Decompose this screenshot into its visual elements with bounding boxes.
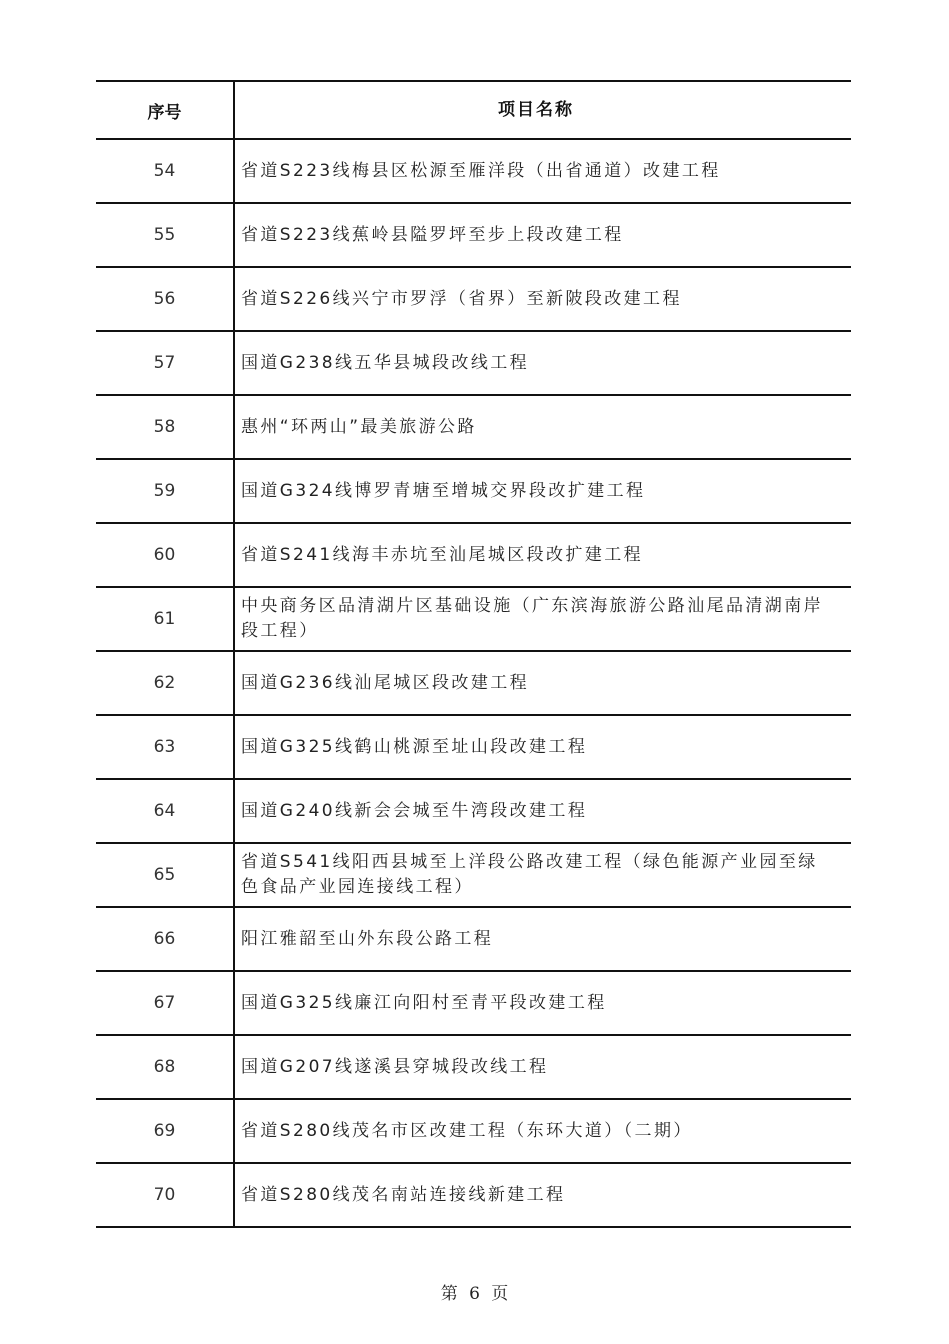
row-number: 65 <box>96 844 235 906</box>
row-number: 70 <box>96 1164 235 1226</box>
table-row <box>96 1036 851 1100</box>
row-project-name: 省道S280线茂名市区改建工程（东环大道）（二期） <box>241 1120 693 1141</box>
row-number: 67 <box>96 972 235 1034</box>
row-number: 64 <box>96 780 235 842</box>
table-row <box>96 972 851 1036</box>
table-row <box>96 652 851 716</box>
row-number: 59 <box>96 460 235 522</box>
table-row <box>96 268 851 332</box>
row-project-name: 惠州“环两山”最美旅游公路 <box>241 416 477 437</box>
table-row <box>96 204 851 268</box>
row-number: 55 <box>96 204 235 266</box>
row-number: 57 <box>96 332 235 394</box>
table-row <box>96 588 851 652</box>
header-number: 序号 <box>96 82 235 138</box>
row-project-name: 国道G236线汕尾城区段改建工程 <box>241 672 530 693</box>
table-header-row <box>96 82 851 140</box>
row-project-name: 国道G324线博罗青塘至增城交界段改扩建工程 <box>241 480 646 501</box>
table-row <box>96 908 851 972</box>
row-number: 66 <box>96 908 235 970</box>
row-project-name: 省道S226线兴宁市罗浮（省界）至新陂段改建工程 <box>241 288 682 309</box>
row-number: 58 <box>96 396 235 458</box>
row-project-name: 阳江雅韶至山外东段公路工程 <box>241 928 494 949</box>
row-project-name: 省道S223线蕉岭县隘罗坪至步上段改建工程 <box>241 224 624 245</box>
table-row <box>96 396 851 460</box>
table-row <box>96 716 851 780</box>
row-number: 62 <box>96 652 235 714</box>
row-number: 56 <box>96 268 235 330</box>
row-project-name: 省道S223线梅县区松源至雁洋段（出省通道）改建工程 <box>241 160 721 181</box>
row-number: 54 <box>96 140 235 202</box>
row-number: 60 <box>96 524 235 586</box>
table-row <box>96 780 851 844</box>
table-row <box>96 524 851 588</box>
table-row <box>96 460 851 524</box>
row-number: 68 <box>96 1036 235 1098</box>
row-project-name: 国道G325线廉江向阳村至青平段改建工程 <box>241 992 607 1013</box>
row-project-name: 国道G207线遂溪县穿城段改线工程 <box>241 1056 549 1077</box>
row-number: 63 <box>96 716 235 778</box>
row-project-name: 国道G240线新会会城至牛湾段改建工程 <box>241 800 588 821</box>
row-number: 69 <box>96 1100 235 1162</box>
table-row <box>96 332 851 396</box>
row-project-name: 省道S280线茂名南站连接线新建工程 <box>241 1184 566 1205</box>
table-row <box>96 844 851 908</box>
page-number: 第 6 页 <box>440 1284 509 1304</box>
table-row <box>96 140 851 204</box>
row-project-name: 中央商务区品清湖片区基础设施（广东滨海旅游公路汕尾品清湖南岸段工程） <box>241 596 823 641</box>
row-number: 61 <box>96 588 235 650</box>
row-project-name: 省道S241线海丰赤坑至汕尾城区段改扩建工程 <box>241 544 644 565</box>
row-project-name: 省道S541线阳西县城至上洋段公路改建工程（绿色能源产业园至绿色食品产业园连接线工程） <box>241 852 818 897</box>
table-row <box>96 1100 851 1164</box>
table-row <box>96 1164 851 1228</box>
row-project-name: 国道G238线五华县城段改线工程 <box>241 352 530 373</box>
project-table <box>96 80 851 1228</box>
header-project-name: 项目名称 <box>498 99 574 120</box>
row-project-name: 国道G325线鹤山桃源至址山段改建工程 <box>241 736 588 757</box>
